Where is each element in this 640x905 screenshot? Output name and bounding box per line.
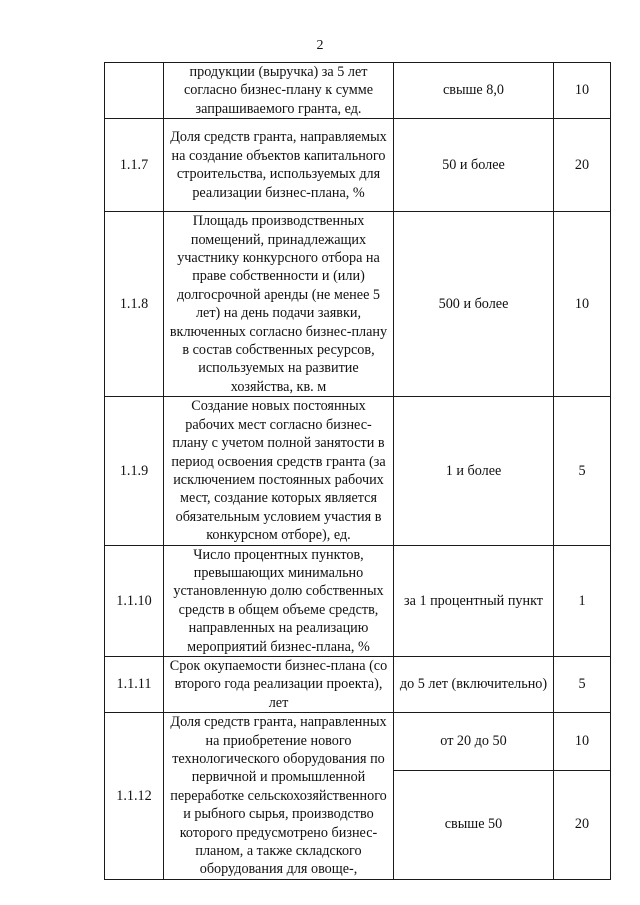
criterion-name: Доля средств гранта, направляемых на создание объектов капитального строительства, используемых для реализации бизнес-плана, % (164, 119, 394, 212)
row-number: 1.1.9 (105, 397, 164, 545)
table-row (105, 545, 611, 656)
table-row (105, 63, 611, 119)
criterion-score: 10 (554, 63, 611, 119)
criterion-value: за 1 процентный пункт (394, 545, 554, 656)
row-number (105, 63, 164, 119)
row-number: 1.1.12 (105, 713, 164, 880)
table-row (105, 119, 611, 212)
criterion-name: Срок окупаемости бизнес-плана (со второго года реализации проекта), лет (164, 656, 394, 712)
criterion-score: 10 (554, 713, 611, 770)
table-row (105, 656, 611, 712)
criterion-name: Доля средств гранта, направленных на приобретение нового технологического оборудования по первичной и промышленной переработке сельскохозяйственного и рыбного сырья, производство которого предусмотрено бизнес-планом, а также складского оборудования для овоще-, (164, 713, 394, 880)
page-number: 2 (316, 38, 324, 53)
criterion-value: до 5 лет (включительно) (394, 656, 554, 712)
criterion-name: Площадь производственных помещений, принадлежащих участнику конкурсного отбора на праве собственности и (или) долгосрочной аренды (не менее 5 лет) на день подачи заявки, включенных согласно бизнес-плану в состав собственных ресурсов, используемых на развитие хозяйства, кв. м (164, 212, 394, 397)
table-row (105, 713, 611, 770)
criterion-name: Создание новых постоянных рабочих мест согласно бизнес-плану с учетом полной занятости в период освоения средств гранта (за исключением постоянных рабочих мест, создание которых является обязательным условием участия в конкурсном отборе), ед. (164, 397, 394, 545)
criterion-name: продукции (выручка) за 5 лет согласно бизнес-плану к сумме запрашиваемого гранта, ед. (164, 63, 394, 119)
row-number: 1.1.7 (105, 119, 164, 212)
criteria-table (104, 62, 611, 880)
criterion-score: 10 (554, 212, 611, 397)
criterion-name: Число процентных пунктов, превышающих минимально установленную долю собственных средств в общем объеме средств, направленных на реализацию мероприятий бизнес-плана, % (164, 545, 394, 656)
table-row (105, 397, 611, 545)
criterion-value: от 20 до 50 (394, 713, 554, 770)
criterion-score: 5 (554, 397, 611, 545)
criterion-value: 1 и более (394, 397, 554, 545)
criterion-value: свыше 50 (394, 770, 554, 879)
criterion-value: 50 и более (394, 119, 554, 212)
criterion-score: 20 (554, 119, 611, 212)
row-number: 1.1.10 (105, 545, 164, 656)
criterion-value: свыше 8,0 (394, 63, 554, 119)
criterion-score: 5 (554, 656, 611, 712)
criterion-score: 20 (554, 770, 611, 879)
criterion-value: 500 и более (394, 212, 554, 397)
criterion-score: 1 (554, 545, 611, 656)
row-number: 1.1.11 (105, 656, 164, 712)
table-row (105, 212, 611, 397)
row-number: 1.1.8 (105, 212, 164, 397)
